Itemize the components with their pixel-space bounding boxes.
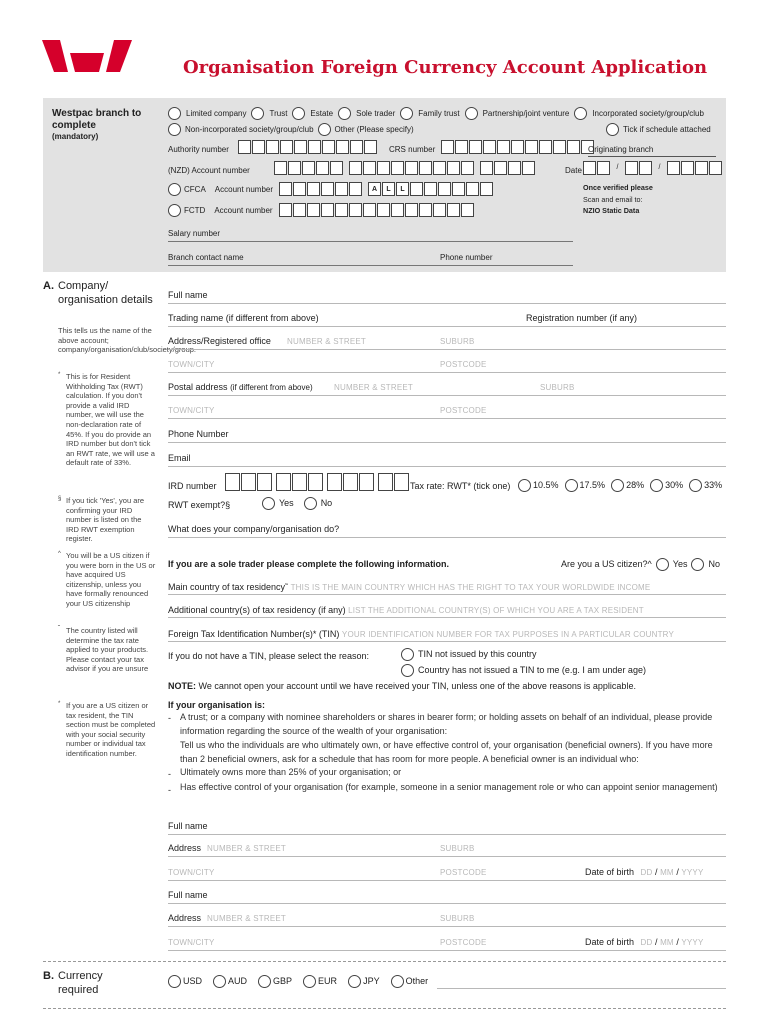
- note-mark: §: [58, 496, 62, 502]
- section-b-title: Currency required: [58, 970, 103, 996]
- section-divider: [43, 961, 726, 962]
- owner1-name-label: Full name: [168, 821, 208, 831]
- owner2-town-field[interactable]: [168, 950, 726, 951]
- currency-radio[interactable]: [303, 975, 316, 988]
- originating-branch-label: Originating branch: [588, 145, 654, 154]
- currency-radio[interactable]: [348, 975, 361, 988]
- tin-reason-2: Country has not issued a TIN to me (e.g. I am under age): [401, 664, 646, 677]
- registered-town-field[interactable]: [168, 372, 726, 373]
- postcode-placeholder: POSTCODE: [440, 360, 487, 369]
- number-street-placeholder: NUMBER & STREET: [207, 914, 287, 923]
- main-country-field[interactable]: [168, 594, 726, 595]
- currency-radio[interactable]: [258, 975, 271, 988]
- bullet-owns: Ultimately owns more than 25% of your organisation; or: [180, 767, 402, 777]
- owner1-dob[interactable]: Date of birth DD / MM / YYYY: [585, 867, 704, 877]
- town-placeholder: TOWN/CITY: [168, 938, 215, 947]
- bullet-dash: -: [168, 713, 171, 723]
- cfca-radio[interactable]: [168, 183, 181, 196]
- authority-number-boxes[interactable]: [238, 140, 378, 154]
- note-rwt: This is for Resident Withholding Tax (RWT) calculation. If you don't provide a valid IRD number, we will use the non-declaration rate of 45%. If you do provide an IRD number but don't tick an RWT rate, we will use a default rate of 33%.: [66, 372, 155, 468]
- currency-radio[interactable]: [168, 975, 181, 988]
- number-street-placeholder: NUMBER & STREET: [287, 337, 367, 346]
- fctd-row: FCTD Account number: [168, 204, 273, 217]
- note-exempt: If you tick 'Yes', you are confirming your IRD number is listed on the IRD RWT exemption register.: [66, 496, 145, 544]
- branch-label: Westpac branch to complete: [52, 108, 142, 131]
- nzd-label: (NZD) Account number: [168, 166, 250, 175]
- rate-radio[interactable]: [518, 479, 531, 492]
- schedule-attached: Tick if schedule attached: [606, 123, 711, 136]
- main-country-label: Main country of tax residency˜ THIS IS THE MAIN COUNTRY WHICH HAS THE RIGHT TO TAX YOUR WORLDWIDE INCOME: [168, 582, 651, 592]
- us-no-radio[interactable]: [691, 558, 704, 571]
- suburb-placeholder: SUBURB: [440, 337, 475, 346]
- note-us-citizen: You will be a US citizen if you were born in the US or have acquired US citizenship, unless you have formally renounced your US citizenship: [66, 551, 156, 608]
- org-type-radio[interactable]: [400, 107, 413, 120]
- suburb-placeholder: SUBURB: [540, 383, 575, 392]
- nzio-note: NZIO Static Data: [583, 206, 640, 215]
- postal-address-field[interactable]: [168, 395, 726, 396]
- trading-name-label: Trading name (if different from above): [168, 313, 319, 323]
- date-boxes[interactable]: / /: [583, 161, 723, 175]
- ird-number-boxes[interactable]: [225, 473, 410, 491]
- tin-field[interactable]: [168, 641, 726, 642]
- owner2-address-label: Address: [168, 913, 202, 923]
- currency-options: USD AUD GBP EUR JPY Other: [168, 975, 428, 988]
- registered-address-field[interactable]: [168, 349, 726, 350]
- westpac-logo: [42, 40, 132, 72]
- postcode-placeholder: POSTCODE: [440, 406, 487, 415]
- postal-town-field[interactable]: [168, 418, 726, 419]
- tin-reason-radio[interactable]: [401, 648, 414, 661]
- note-country: The country listed will determine the tax rate applied to your products. Please contact your tax advisor if you are unsure: [66, 626, 149, 674]
- registered-address-label: Address/Registered office: [168, 336, 271, 346]
- org-type-row-2: Non-incorporated society/group/club Other (Please specify): [168, 123, 414, 136]
- suburb-placeholder: SUBURB: [440, 844, 475, 853]
- additional-country-field[interactable]: [168, 617, 726, 618]
- branch-phone-label: Phone number: [440, 253, 493, 262]
- rate-radio[interactable]: [565, 479, 578, 492]
- originating-branch-field[interactable]: [588, 156, 716, 157]
- branch-contact-field[interactable]: [168, 265, 573, 266]
- salary-label: Salary number: [168, 229, 221, 238]
- rate-radio[interactable]: [611, 479, 624, 492]
- schedule-radio[interactable]: [606, 123, 619, 136]
- bullet-beneficial: Tell us who the individuals are who ultimately own, or have effective control of, your organisation (beneficial owners). If you have more than 2 beneficial owners, ask for a schedule that has room for more people. A beneficial owner is an individual who:: [180, 740, 713, 764]
- bullet-trust: A trust; or a company with nominee shareholders or shares in bearer form; or holding assets on behalf of an individual, please provide information regarding the source of the wealth of your organisation:: [180, 712, 713, 736]
- email-label: Email: [168, 453, 191, 463]
- owner2-name-label: Full name: [168, 890, 208, 900]
- owner1-address-field[interactable]: [168, 856, 726, 857]
- email-field[interactable]: [168, 466, 726, 467]
- what-does-field[interactable]: [168, 537, 726, 538]
- postal-address-label: Postal address (if different from above): [168, 382, 313, 392]
- section-a-letter: A.: [43, 280, 54, 292]
- no-tin-label: If you do not have a TIN, please select the reason:: [168, 651, 369, 661]
- section-b-letter: B.: [43, 970, 54, 982]
- authority-label: Authority number: [168, 145, 229, 154]
- owner2-dob[interactable]: Date of birth DD / MM / YYYY: [585, 937, 704, 947]
- number-street-placeholder: NUMBER & STREET: [207, 844, 287, 853]
- tax-rate-options: 10.5% 17.5% 28% 30% 33%: [518, 479, 722, 492]
- org-type-radio[interactable]: [574, 107, 587, 120]
- phone-number-field[interactable]: [168, 442, 726, 443]
- org-type-radio[interactable]: [465, 107, 478, 120]
- crs-number-boxes[interactable]: [441, 140, 595, 154]
- additional-country-label: Additional country(s) of tax residency (if any) LIST THE ADDITIONAL COUNTRY(S) OF WHICH YOU ARE A TAX RESIDENT: [168, 605, 644, 615]
- fctd-radio[interactable]: [168, 204, 181, 217]
- owner1-town-field[interactable]: [168, 880, 726, 881]
- note-tin: If you are a US citizen or tax resident, the TIN section must be completed with your social security number or individual tax identification number.: [66, 701, 156, 758]
- page-title: Organisation Foreign Currency Account Application: [183, 57, 708, 78]
- org-type-radio[interactable]: [168, 123, 181, 136]
- postcode-placeholder: POSTCODE: [440, 868, 487, 877]
- org-type-radio[interactable]: [292, 107, 305, 120]
- bullet-control: Has effective control of your organisation (for example, someone in a senior management role or who can appoint senior management): [180, 782, 718, 792]
- tin-label: Foreign Tax Identification Number(s)* (TIN) YOUR IDENTIFICATION NUMBER FOR TAX PURPOSES IN A PARTICULAR COUNTRY: [168, 629, 675, 639]
- suburb-placeholder: SUBURB: [440, 914, 475, 923]
- section-a-intro: This tells us the name of the above account; company/organisation/club/society/group.: [58, 326, 196, 355]
- currency-radio[interactable]: [391, 975, 404, 988]
- rate-radio[interactable]: [689, 479, 702, 492]
- bullet-dash: -: [168, 785, 171, 795]
- tin-note: NOTE: We cannot open your account until we have received your TIN, unless one of the above reasons is applicable.: [168, 681, 636, 691]
- owner1-address-label: Address: [168, 843, 202, 853]
- rwt-exempt-label: RWT exempt?§: [168, 500, 231, 510]
- org-type-radio[interactable]: [251, 107, 264, 120]
- org-is-heading: If your organisation is:: [168, 700, 266, 710]
- branch-contact-label: Branch contact name: [168, 253, 244, 262]
- org-type-radio[interactable]: [318, 123, 331, 136]
- owner1-name-field[interactable]: [168, 834, 726, 835]
- what-does-label: What does your company/organisation do?: [168, 524, 340, 534]
- rwt-exempt-options: Yes No: [262, 497, 332, 510]
- town-placeholder: TOWN/CITY: [168, 406, 215, 415]
- owner2-address-field[interactable]: [168, 926, 726, 927]
- note-mark: *: [58, 372, 61, 378]
- phone-number-label: Phone Number: [168, 429, 229, 439]
- note-mark: ˜: [58, 626, 60, 632]
- full-name-label: Full name: [168, 290, 208, 300]
- cfca-row: CFCA Account number: [168, 183, 273, 196]
- org-type-radio[interactable]: [168, 107, 181, 120]
- date-label: Date: [565, 166, 582, 175]
- verified-note: Once verified please: [583, 183, 653, 192]
- sole-trader-heading: If you are a sole trader please complete the following information.: [168, 559, 450, 569]
- tax-rate-label: Tax rate: RWT* (tick one): [410, 481, 511, 491]
- postcode-placeholder: POSTCODE: [440, 938, 487, 947]
- us-citizen-row: Are you a US citizen?^ Yes No: [561, 559, 720, 570]
- note-mark: *: [58, 701, 61, 707]
- section-divider: [43, 1008, 726, 1009]
- other-currency-field[interactable]: [437, 988, 726, 989]
- cfca-account-boxes[interactable]: A L L: [279, 182, 494, 196]
- trading-name-field[interactable]: [168, 326, 726, 327]
- crs-label: CRS number: [389, 145, 436, 154]
- note-mark: ^: [58, 551, 61, 557]
- scan-note: Scan and email to:: [583, 195, 643, 204]
- nzd-account-boxes[interactable]: [274, 161, 536, 175]
- tin-reason-radio[interactable]: [401, 664, 414, 677]
- fctd-account-boxes[interactable]: [279, 203, 475, 217]
- number-street-placeholder: NUMBER & STREET: [334, 383, 414, 392]
- ird-label: IRD number: [168, 481, 217, 491]
- owner2-name-field[interactable]: [168, 903, 726, 904]
- currency-radio[interactable]: [213, 975, 226, 988]
- rwt-no-radio[interactable]: [304, 497, 317, 510]
- org-type-radio[interactable]: [338, 107, 351, 120]
- registration-label: Registration number (if any): [526, 313, 638, 323]
- salary-field[interactable]: [168, 241, 573, 242]
- bullet-dash: -: [168, 769, 171, 779]
- full-name-field[interactable]: [168, 303, 726, 304]
- rate-radio[interactable]: [650, 479, 663, 492]
- rwt-yes-radio[interactable]: [262, 497, 275, 510]
- us-yes-radio[interactable]: [656, 558, 669, 571]
- town-placeholder: TOWN/CITY: [168, 868, 215, 877]
- section-a-title: Company/ organisation details: [58, 280, 153, 306]
- tin-reason-1: TIN not issued by this country: [401, 648, 537, 661]
- town-placeholder: TOWN/CITY: [168, 360, 215, 369]
- org-type-row-1: Limited company Trust Estate Sole trader Family trust Partnership/joint venture Incorporated society/group/club: [168, 107, 704, 120]
- mandatory-label: (mandatory): [52, 132, 99, 141]
